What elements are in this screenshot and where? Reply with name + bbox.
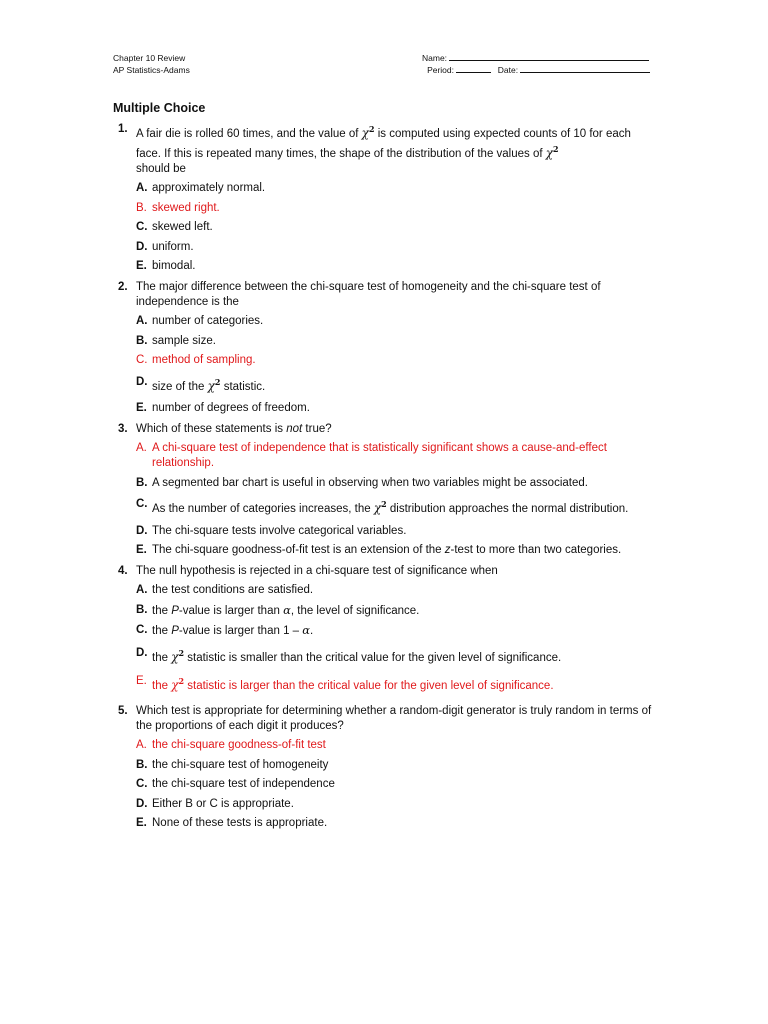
name-row [422, 52, 650, 64]
chi-square-symbol: $\chi^2$ [207, 376, 221, 393]
period-label: Period: [427, 65, 454, 75]
question-number: 3. [118, 423, 128, 435]
question-number: 2. [118, 281, 128, 293]
stem-text: should be [136, 163, 186, 175]
option-a[interactable]: A. the test conditions are satisfied. [136, 584, 314, 596]
option-d[interactable]: D. the $\chi^2$ statistic is smaller than the critical value for the given level of significance. [136, 646, 562, 664]
option-c[interactable]: C. skewed left. [136, 221, 213, 233]
period-blank [456, 64, 491, 73]
alpha-symbol: α [283, 602, 291, 617]
option-c-correct[interactable]: C. method of sampling. [136, 354, 256, 366]
option-b[interactable]: B. the chi-square test of homogeneity [136, 758, 329, 771]
question-2 [113, 280, 653, 416]
option-d[interactable]: D. size of the $\chi^2$ statistic. [136, 375, 266, 393]
option-c[interactable]: C. the chi-square test of independence [136, 778, 335, 790]
chi-square-symbol: $\chi^2$ [171, 647, 185, 664]
question-stem: The major difference between the chi-square test of homogeneity and the chi-square test of independence is the [136, 281, 601, 308]
option-c[interactable]: C. the P-value is larger than 1 – α. [136, 623, 314, 637]
course-title: AP Statistics-Adams [113, 65, 190, 75]
question-3 [113, 422, 653, 558]
option-a-correct[interactable]: A. A chi-square test of independence that is statistically significant shows a cause-and-effect relationship. [136, 442, 607, 469]
option-b[interactable]: B. the P-value is larger than α, the level of significance. [136, 602, 420, 617]
option-d[interactable]: D. The chi-square tests involve categorical variables. [136, 524, 407, 537]
chi-square-symbol: $\chi^2$ [545, 144, 559, 160]
question-stem [136, 122, 653, 177]
option-b[interactable]: B. A segmented bar chart is useful in observing when two variables might be associated. [136, 476, 588, 489]
chi-square-symbol: $\chi^2$ [361, 124, 375, 140]
option-e[interactable]: E. The chi-square goodness-of-fit test is an extension of the z-test to more than two categories. [136, 544, 622, 556]
header-right [422, 52, 650, 76]
question-stem: Which test is appropriate for determining whether a random-digit generator is truly random in terms of the proportions of each digit it produces? [136, 705, 652, 732]
question-number: 5. [118, 705, 128, 717]
period-date-row [422, 64, 650, 76]
option-c[interactable]: C. As the number of categories increases, the $\chi^2$ distribution approaches the normal distribution. [136, 498, 629, 515]
question-stem: The null hypothesis is rejected in a chi-square test of significance when [136, 565, 498, 577]
option-d[interactable]: D. uniform. [136, 240, 194, 253]
option-a[interactable]: A. approximately normal. [136, 182, 266, 194]
chi-square-symbol: $\chi^2$ [171, 676, 185, 692]
option-a-correct[interactable]: A. the chi-square goodness-of-fit test [136, 739, 326, 751]
chi-square-symbol: $\chi^2$ [373, 499, 387, 515]
alpha-symbol: α [302, 623, 311, 637]
name-blank [449, 52, 649, 61]
option-e-correct[interactable]: E. the $\chi^2$ statistic is larger than the critical value for the given level of significance. [136, 675, 554, 692]
date-label: Date: [497, 65, 519, 75]
question-5 [113, 704, 653, 831]
question-1 [113, 122, 653, 274]
option-b-correct[interactable]: B. skewed right. [136, 201, 220, 214]
question-list [113, 122, 653, 837]
option-b[interactable]: B. sample size. [136, 334, 216, 347]
option-a[interactable]: A. number of categories. [136, 315, 264, 327]
chapter-title: Chapter 10 Review [113, 53, 186, 63]
name-label: Name: [422, 53, 448, 63]
question-4 [113, 564, 653, 696]
option-e[interactable]: E. number of degrees of freedom. [136, 402, 310, 414]
stem-text: A fair die is rolled 60 times, and the value of [136, 128, 359, 140]
option-e[interactable]: E. None of these tests is appropriate. [136, 817, 328, 829]
option-e[interactable]: E. bimodal. [136, 260, 196, 272]
question-stem: Which of these statements is not true? [136, 423, 332, 435]
date-blank [520, 64, 650, 73]
section-title: Multiple Choice [113, 101, 206, 115]
question-number: 1. [118, 123, 128, 135]
header-left [113, 52, 190, 76]
option-d[interactable]: D. Either B or C is appropriate. [136, 797, 294, 810]
question-number: 4. [118, 565, 128, 577]
stem-text: is computed using expected counts of 10 for each face. If this is repeated many times, the shape of the distribution of the values of [136, 128, 631, 160]
